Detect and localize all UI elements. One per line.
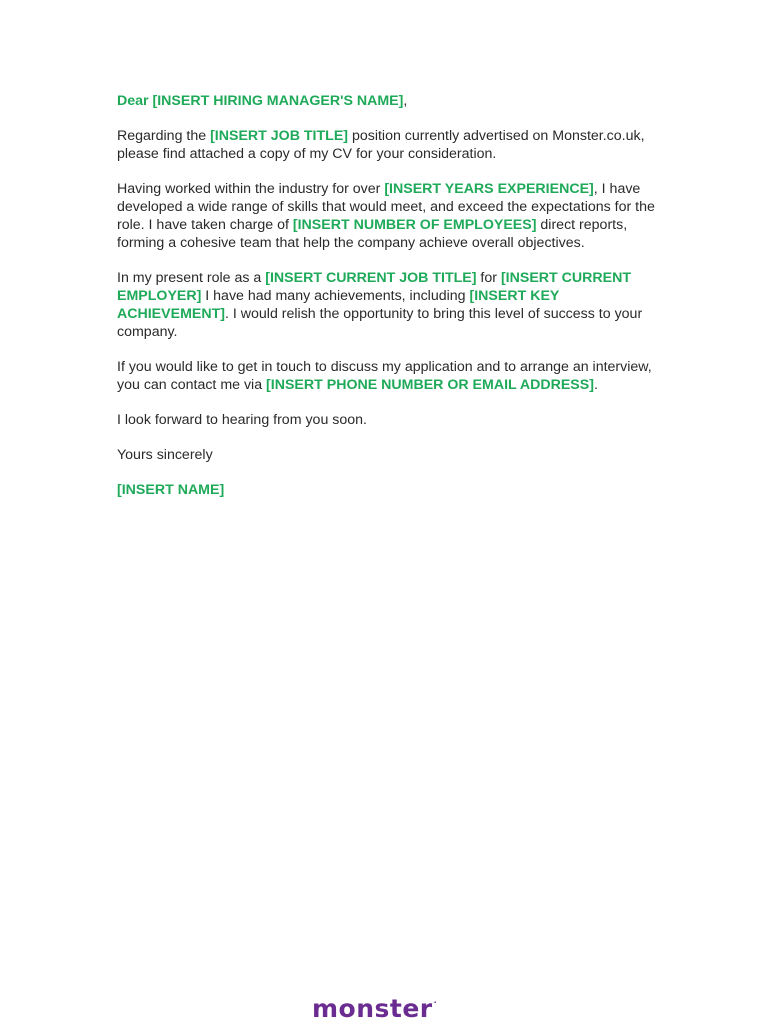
text: If you would like to get in touch to discuss my application and to arrange an interview, you can contact me via bbox=[117, 359, 652, 393]
greeting bbox=[117, 92, 657, 110]
greeting-prefix: Dear bbox=[117, 93, 153, 109]
logo-text: monster bbox=[312, 994, 433, 1023]
text: Regarding the bbox=[117, 128, 211, 144]
placeholder-current-job-title: [INSERT CURRENT JOB TITLE] bbox=[265, 270, 477, 286]
signature-placeholder: [INSERT NAME] bbox=[117, 482, 225, 498]
placeholder-job-title: [INSERT JOB TITLE] bbox=[210, 128, 349, 144]
paragraph-5: I look forward to hearing from you soon. bbox=[117, 412, 367, 428]
placeholder-contact: [INSERT PHONE NUMBER OR EMAIL ADDRESS] bbox=[266, 377, 594, 393]
cover-letter bbox=[117, 92, 657, 516]
placeholder-number-employees: [INSERT NUMBER OF EMPLOYEES] bbox=[292, 217, 537, 233]
text: . bbox=[593, 377, 598, 393]
paragraph-4 bbox=[117, 358, 657, 394]
placeholder-years-experience: [INSERT YEARS EXPERIENCE] bbox=[384, 181, 594, 197]
placeholder-hiring-manager: [INSERT HIRING MANAGER'S NAME] bbox=[152, 93, 404, 109]
text: In my present role as a bbox=[117, 270, 266, 286]
placeholder-current-employer: [INSERT CURRENT EMPLOYER] bbox=[117, 270, 631, 304]
text: , I have developed a wide range of skills that would meet, and exceed the expectations for the role. I have taken charge of bbox=[117, 181, 655, 233]
placeholder-key-achievement: [INSERT KEY ACHIEVEMENT] bbox=[117, 288, 560, 322]
text: . I would relish the opportunity to bring this level of success to your company. bbox=[117, 306, 643, 340]
greeting-suffix: , bbox=[403, 93, 408, 109]
text: position currently advertised on Monster.co.uk, please find attached a copy of my CV for your consideration. bbox=[117, 128, 645, 162]
closing: Yours sincerely bbox=[117, 447, 213, 463]
paragraph-2 bbox=[117, 180, 657, 252]
logo-mark: · bbox=[433, 998, 438, 1007]
text: Having worked within the industry for over bbox=[117, 181, 385, 197]
text: I have had many achievements, including bbox=[201, 288, 470, 304]
monster-logo bbox=[312, 994, 437, 1023]
paragraph-3 bbox=[117, 269, 657, 341]
text: direct reports, forming a cohesive team that help the company achieve overall objectives. bbox=[117, 217, 628, 251]
text: for bbox=[476, 270, 501, 286]
paragraph-1 bbox=[117, 127, 657, 163]
